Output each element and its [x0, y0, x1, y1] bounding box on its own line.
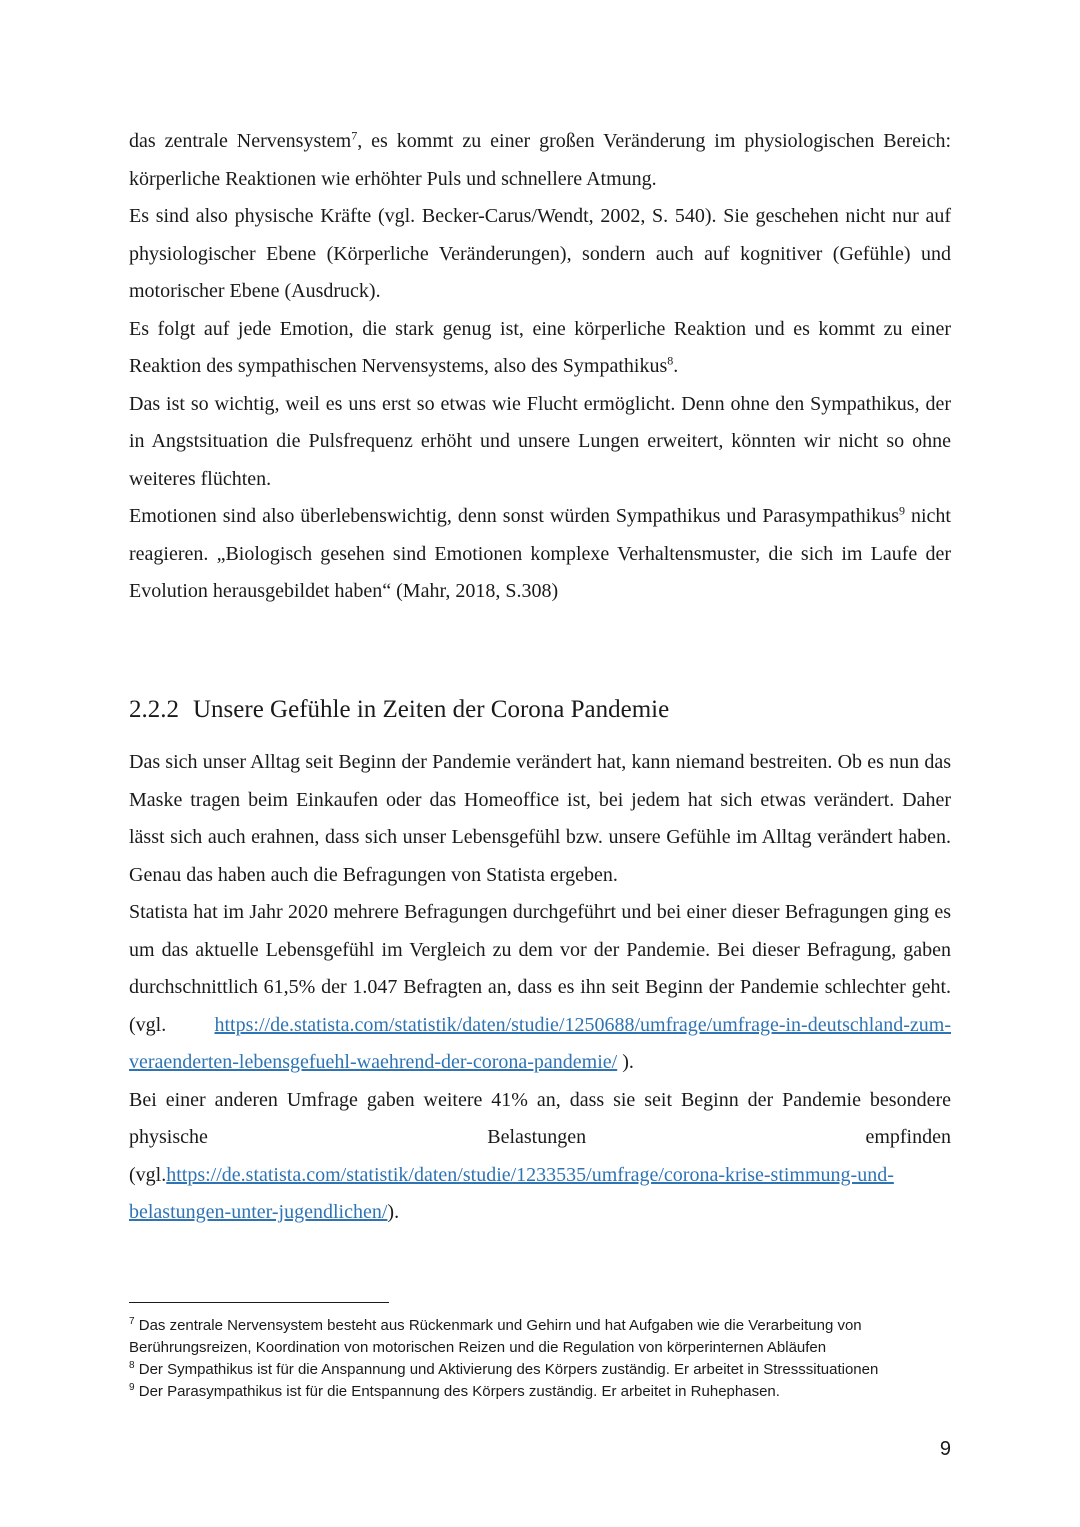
paragraph: Statista hat im Jahr 2020 mehrere Befragungen durchgeführt und bei einer dieser Befragungen ging es um das aktuelle Lebensgefühl im Vergleich zu dem vor der Pandemie. Bei dieser Befragung, gaben durchschnittlich 61,5% der 1.047 Befragten an, dass es ihn seit Beginn der Pandemie schlechter geht. (vgl. https://de.statista.com/statistik/daten/studie/1250688/umfrage/umfrage-in-deutschland-zum-veraenderten-lebensgefuehl-waehrend-der-corona-pandemie/ ).	[129, 901, 951, 1073]
section-continued-text	[129, 123, 951, 611]
footnote-separator	[129, 1302, 389, 1303]
paragraph: das zentrale Nervensystem$^7$, es kommt zu einer großen Veränderung im physiologischen Bereich: körperliche Reaktionen wie erhöhter Puls und schnellere Atmung.	[129, 128, 951, 190]
paragraph: Das ist so wichtig, weil es uns erst so etwas wie Flucht ermöglicht. Denn ohne den Sympathikus, der in Angstsituation die Pulsfrequenz erhöht und unsere Lungen erweitert, könnten wir nicht so ohne weiteres flüchten.	[129, 392, 951, 490]
footnotes	[129, 1315, 951, 1403]
paragraph: Es folgt auf jede Emotion, die stark genug ist, eine körperliche Reaktion und es kommt zu einer Reaktion des sympathischen Nervensystems, also des Sympathikus$^8$.	[129, 317, 951, 377]
footnote-8: $^8$ Der Sympathikus ist für die Anspannung und Aktivierung des Körpers zuständig. Er arbeitet in Stresssituationen	[129, 1360, 879, 1378]
footnote-ref-7[interactable]: 7	[351, 128, 358, 143]
paragraph: Das sich unser Alltag seit Beginn der Pandemie verändert hat, kann niemand bestreiten. Ob es nun das Maske tragen beim Einkaufen oder das Homeoffice ist, bei jedem hat sich etwas verändert. Daher lässt sich auch erahnen, dass sich unser Lebensgefühl bzw. unsere Gefühle im Alltag verändert haben. Genau das haben auch die Befragungen von Statista ergeben.	[129, 751, 951, 886]
section-heading	[129, 692, 951, 728]
heading-number: 2.2.2	[129, 696, 179, 723]
statista-link-2[interactable]: https://de.statista.com/statistik/daten/studie/1233535/umfrage/corona-krise-stimmung-und-belastungen-unter-jugendlichen/	[129, 1163, 894, 1223]
paragraph: Es sind also physische Kräfte (vgl. Becker-Carus/Wendt, 2002, S. 540). Sie geschehen nicht nur auf physiologischer Ebene (Körperliche Veränderungen), sondern auch auf kognitiver (Gefühle) und motorischer Ebene (Ausdruck).	[129, 205, 951, 302]
paragraph: Emotionen sind also überlebenswichtig, denn sonst würden Sympathikus und Parasympathikus$^9$ nicht reagieren. „Biologisch gesehen sind Emotionen komplexe Verhaltensmuster, die sich im Laufe der Evolution herausgebildet haben“ (Mahr, 2018, S.308)	[129, 503, 951, 602]
section-body-text	[129, 744, 951, 1232]
page-number: 9	[939, 1438, 951, 1460]
paragraph: Bei einer anderen Umfrage gaben weitere 41% an, dass sie seit Beginn der Pandemie besondere physische Belastungen empfinden (vgl.https://de.statista.com/statistik/daten/studie/1233535/umfrage/corona-krise-stimmung-und-belastungen-unter-jugendlichen/).	[129, 1088, 951, 1223]
statista-link-1[interactable]: https://de.statista.com/statistik/daten/studie/1250688/umfrage/umfrage-in-deutschland-zum-veraenderten-lebensgefuehl-waehrend-der-corona-pandemie/	[129, 1013, 951, 1073]
heading-title: Unsere Gefühle in Zeiten der Corona Pandemie	[193, 696, 670, 723]
footnote-9: $^9$ Der Parasympathikus ist für die Entspannung des Körpers zuständig. Er arbeitet in Ruhephasen.	[129, 1382, 780, 1400]
footnote-7: $^7$ Das zentrale Nervensystem besteht aus Rückenmark und Gehirn und hat Aufgaben wie die Verarbeitung von Berührungsreizen, Koordination von motorischen Reizen und die Regulation von körperinternen Abläufen	[129, 1316, 862, 1356]
footnote-ref-8[interactable]: 8	[667, 353, 674, 368]
footnote-ref-9[interactable]: 9	[899, 503, 905, 518]
